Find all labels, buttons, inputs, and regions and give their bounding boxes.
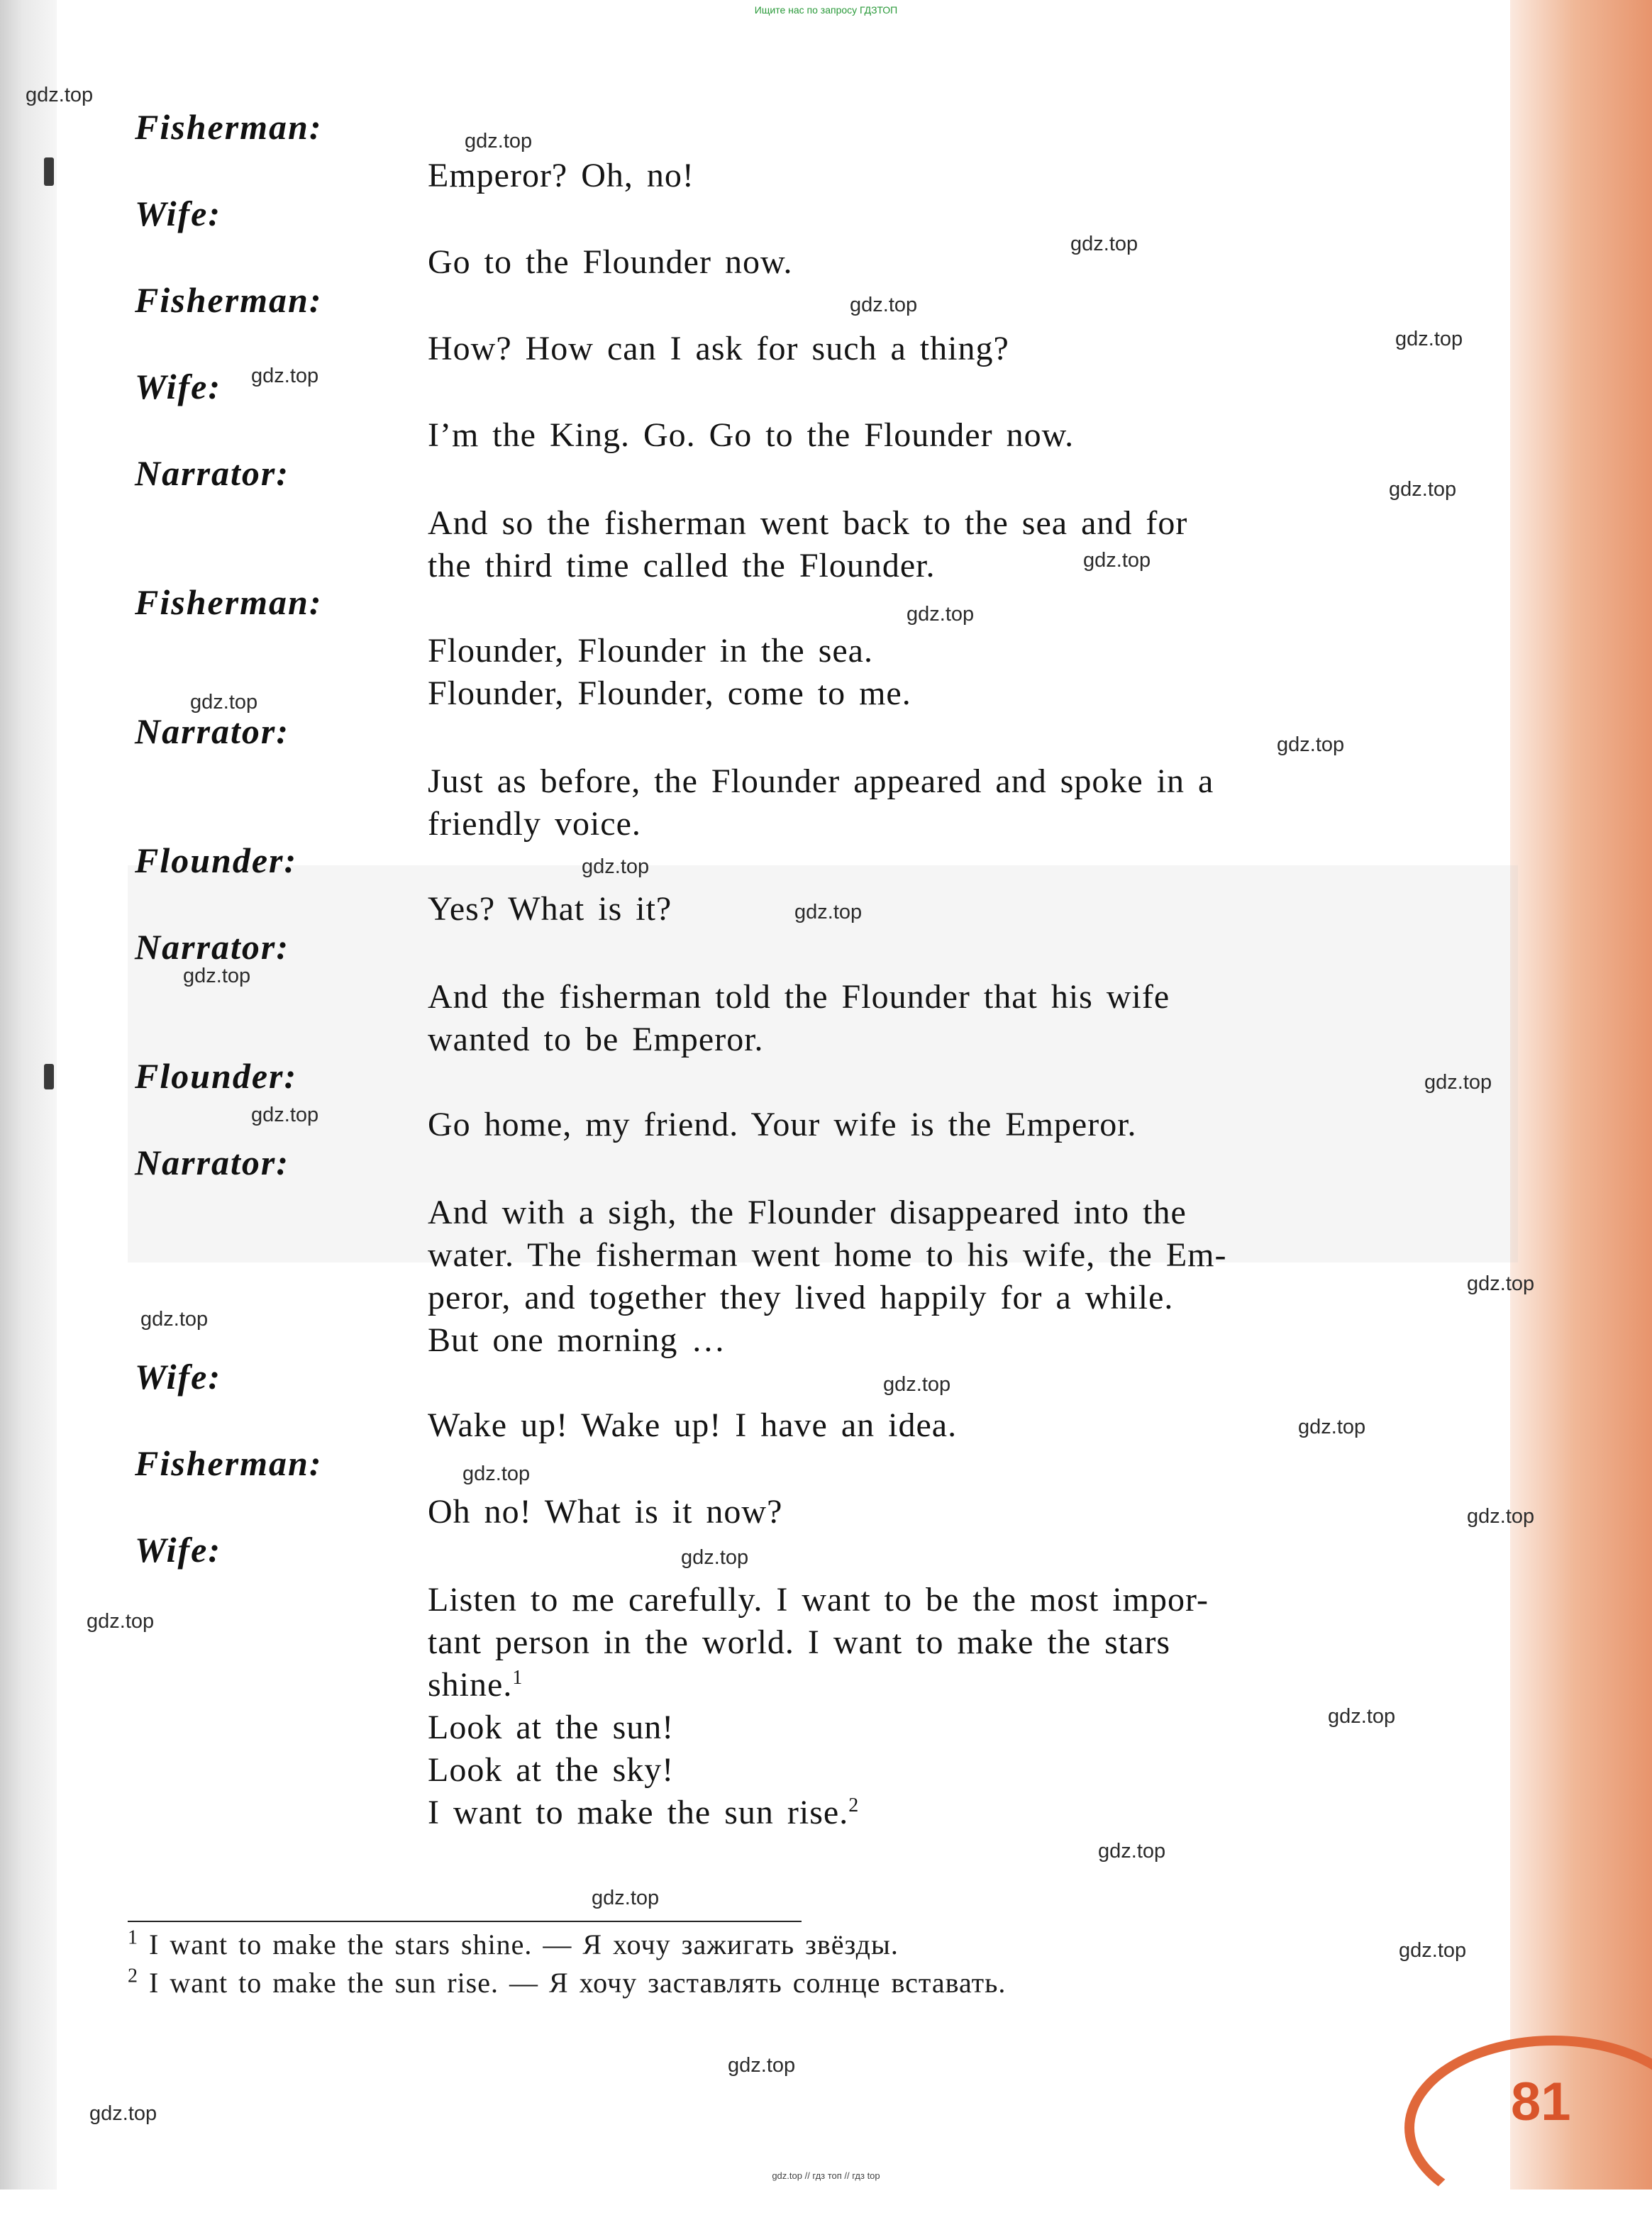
watermark: gdz.top bbox=[462, 1463, 531, 1485]
speaker-label: Wife: bbox=[135, 194, 221, 233]
watermark: gdz.top bbox=[907, 603, 975, 626]
dialogue-line: Look at the sky! bbox=[428, 1751, 675, 1789]
watermark: gdz.top bbox=[140, 1308, 209, 1331]
spine-mark bbox=[44, 157, 54, 186]
watermark: gdz.top bbox=[89, 2102, 157, 2125]
watermark: gdz.top bbox=[592, 1887, 660, 1909]
footer-note: gdz.top // гдз топ // гдз top bbox=[772, 2170, 880, 2181]
watermark: gdz.top bbox=[465, 130, 533, 152]
dialogue-line bbox=[428, 1664, 1421, 1706]
speaker-label: Flounder: bbox=[135, 1056, 298, 1096]
footnote-divider bbox=[128, 1921, 802, 1922]
watermark: gdz.top bbox=[1098, 1840, 1166, 1863]
watermark: gdz.top bbox=[1277, 733, 1345, 756]
watermark: gdz.top bbox=[87, 1610, 155, 1633]
dialogue-line: Just as before, the Flounder appeared and spoke in a bbox=[428, 762, 1214, 800]
speaker-label: Wife: bbox=[135, 367, 221, 406]
watermark: gdz.top bbox=[1328, 1705, 1396, 1728]
dialogue-line: peror, and together they lived happily for a while. bbox=[428, 1279, 1174, 1316]
book-spine bbox=[0, 0, 57, 2190]
watermark: gdz.top bbox=[728, 2054, 796, 2077]
dialogue-line: Look at the sun! bbox=[428, 1709, 675, 1746]
watermark: gdz.top bbox=[794, 901, 863, 923]
dialogue-line: tant person in the world. I want to make the stars bbox=[428, 1624, 1171, 1661]
speaker-label: Wife: bbox=[135, 1530, 221, 1570]
speaker-label: Fisherman: bbox=[135, 280, 323, 320]
watermark: gdz.top bbox=[1395, 328, 1463, 350]
watermark: gdz.top bbox=[850, 294, 918, 316]
watermark: gdz.top bbox=[1424, 1071, 1492, 1094]
dialogue-line: Oh no! What is it now? bbox=[428, 1493, 783, 1531]
header-note: Ищите нас по запросу ГДЗТОП bbox=[754, 4, 898, 16]
dialogue-line: Yes? What is it? bbox=[428, 890, 672, 928]
watermark: gdz.top bbox=[582, 855, 650, 878]
dialogue-line: wanted to be Emperor. bbox=[428, 1021, 764, 1058]
watermark: gdz.top bbox=[190, 691, 258, 714]
dialogue-line: water. The fisherman went home to his wife, the Em- bbox=[428, 1236, 1227, 1274]
dialogue-line: And so the fisherman went back to the sea and for bbox=[428, 504, 1188, 542]
speaker-label: Fisherman: bbox=[135, 582, 323, 622]
page-edge-band bbox=[1510, 0, 1652, 2190]
footnote-text: I want to make the sun rise. — Я хочу заставлять солнце вставать. bbox=[149, 1967, 1007, 1999]
dialogue-line: Listen to me carefully. I want to be the most impor- bbox=[428, 1581, 1209, 1619]
speaker-label: Fisherman: bbox=[135, 1443, 323, 1483]
watermark: gdz.top bbox=[26, 84, 94, 106]
dialogue-line bbox=[428, 1792, 1421, 1834]
dialogue-line: Wake up! Wake up! I have an idea. bbox=[428, 1406, 958, 1444]
watermark: gdz.top bbox=[251, 365, 319, 387]
page-number: 81 bbox=[1511, 2072, 1571, 2132]
footnote-number: 2 bbox=[128, 1965, 138, 1987]
dialogue-text: shine. bbox=[428, 1666, 513, 1704]
footnote bbox=[128, 1966, 1006, 1999]
footnote-number: 1 bbox=[128, 1926, 138, 1949]
dialogue-line: friendly voice. bbox=[428, 805, 641, 843]
dialogue-text: I want to make the sun rise. bbox=[428, 1794, 849, 1831]
watermark: gdz.top bbox=[883, 1373, 951, 1396]
speaker-label: Narrator: bbox=[135, 711, 290, 751]
watermark: gdz.top bbox=[681, 1546, 749, 1569]
dialogue-line: I’m the King. Go. Go to the Flounder now. bbox=[428, 416, 1075, 454]
watermark: gdz.top bbox=[183, 965, 251, 987]
watermark: gdz.top bbox=[1070, 233, 1138, 255]
watermark: gdz.top bbox=[251, 1104, 319, 1126]
watermark: gdz.top bbox=[1467, 1272, 1535, 1295]
dialogue-line: How? How can I ask for such a thing? bbox=[428, 330, 1009, 367]
speaker-label: Narrator: bbox=[135, 927, 290, 967]
dialogue-line: Go home, my friend. Your wife is the Emperor. bbox=[428, 1106, 1137, 1143]
speaker-label: Flounder: bbox=[135, 840, 298, 880]
dialogue-line: And the fisherman told the Flounder that his wife bbox=[428, 978, 1170, 1016]
speaker-label: Narrator: bbox=[135, 1143, 290, 1182]
watermark: gdz.top bbox=[1298, 1416, 1366, 1438]
footnote-text: I want to make the stars shine. — Я хочу зажигать звёзды. bbox=[149, 1928, 899, 1960]
dialogue-line: Go to the Flounder now. bbox=[428, 243, 793, 281]
footnote bbox=[128, 1928, 899, 1961]
watermark: gdz.top bbox=[1399, 1939, 1467, 1962]
dialogue-line: And with a sigh, the Flounder disappeared into the bbox=[428, 1194, 1187, 1231]
spine-mark bbox=[44, 1064, 54, 1089]
dialogue-line: Flounder, Flounder in the sea. bbox=[428, 632, 873, 670]
dialogue-line: Emperor? Oh, no! bbox=[428, 157, 694, 194]
watermark: gdz.top bbox=[1389, 478, 1457, 501]
watermark: gdz.top bbox=[1083, 549, 1151, 572]
speaker-label: Narrator: bbox=[135, 453, 290, 493]
footnote-ref: 1 bbox=[512, 1667, 523, 1689]
speaker-label: Fisherman: bbox=[135, 107, 323, 147]
dialogue-line: But one morning … bbox=[428, 1321, 726, 1359]
dialogue-line: Flounder, Flounder, come to me. bbox=[428, 675, 911, 712]
footnote-ref: 2 bbox=[848, 1794, 860, 1816]
speaker-label: Wife: bbox=[135, 1357, 221, 1397]
watermark: gdz.top bbox=[1467, 1505, 1535, 1528]
dialogue-line: the third time called the Flounder. bbox=[428, 547, 936, 584]
